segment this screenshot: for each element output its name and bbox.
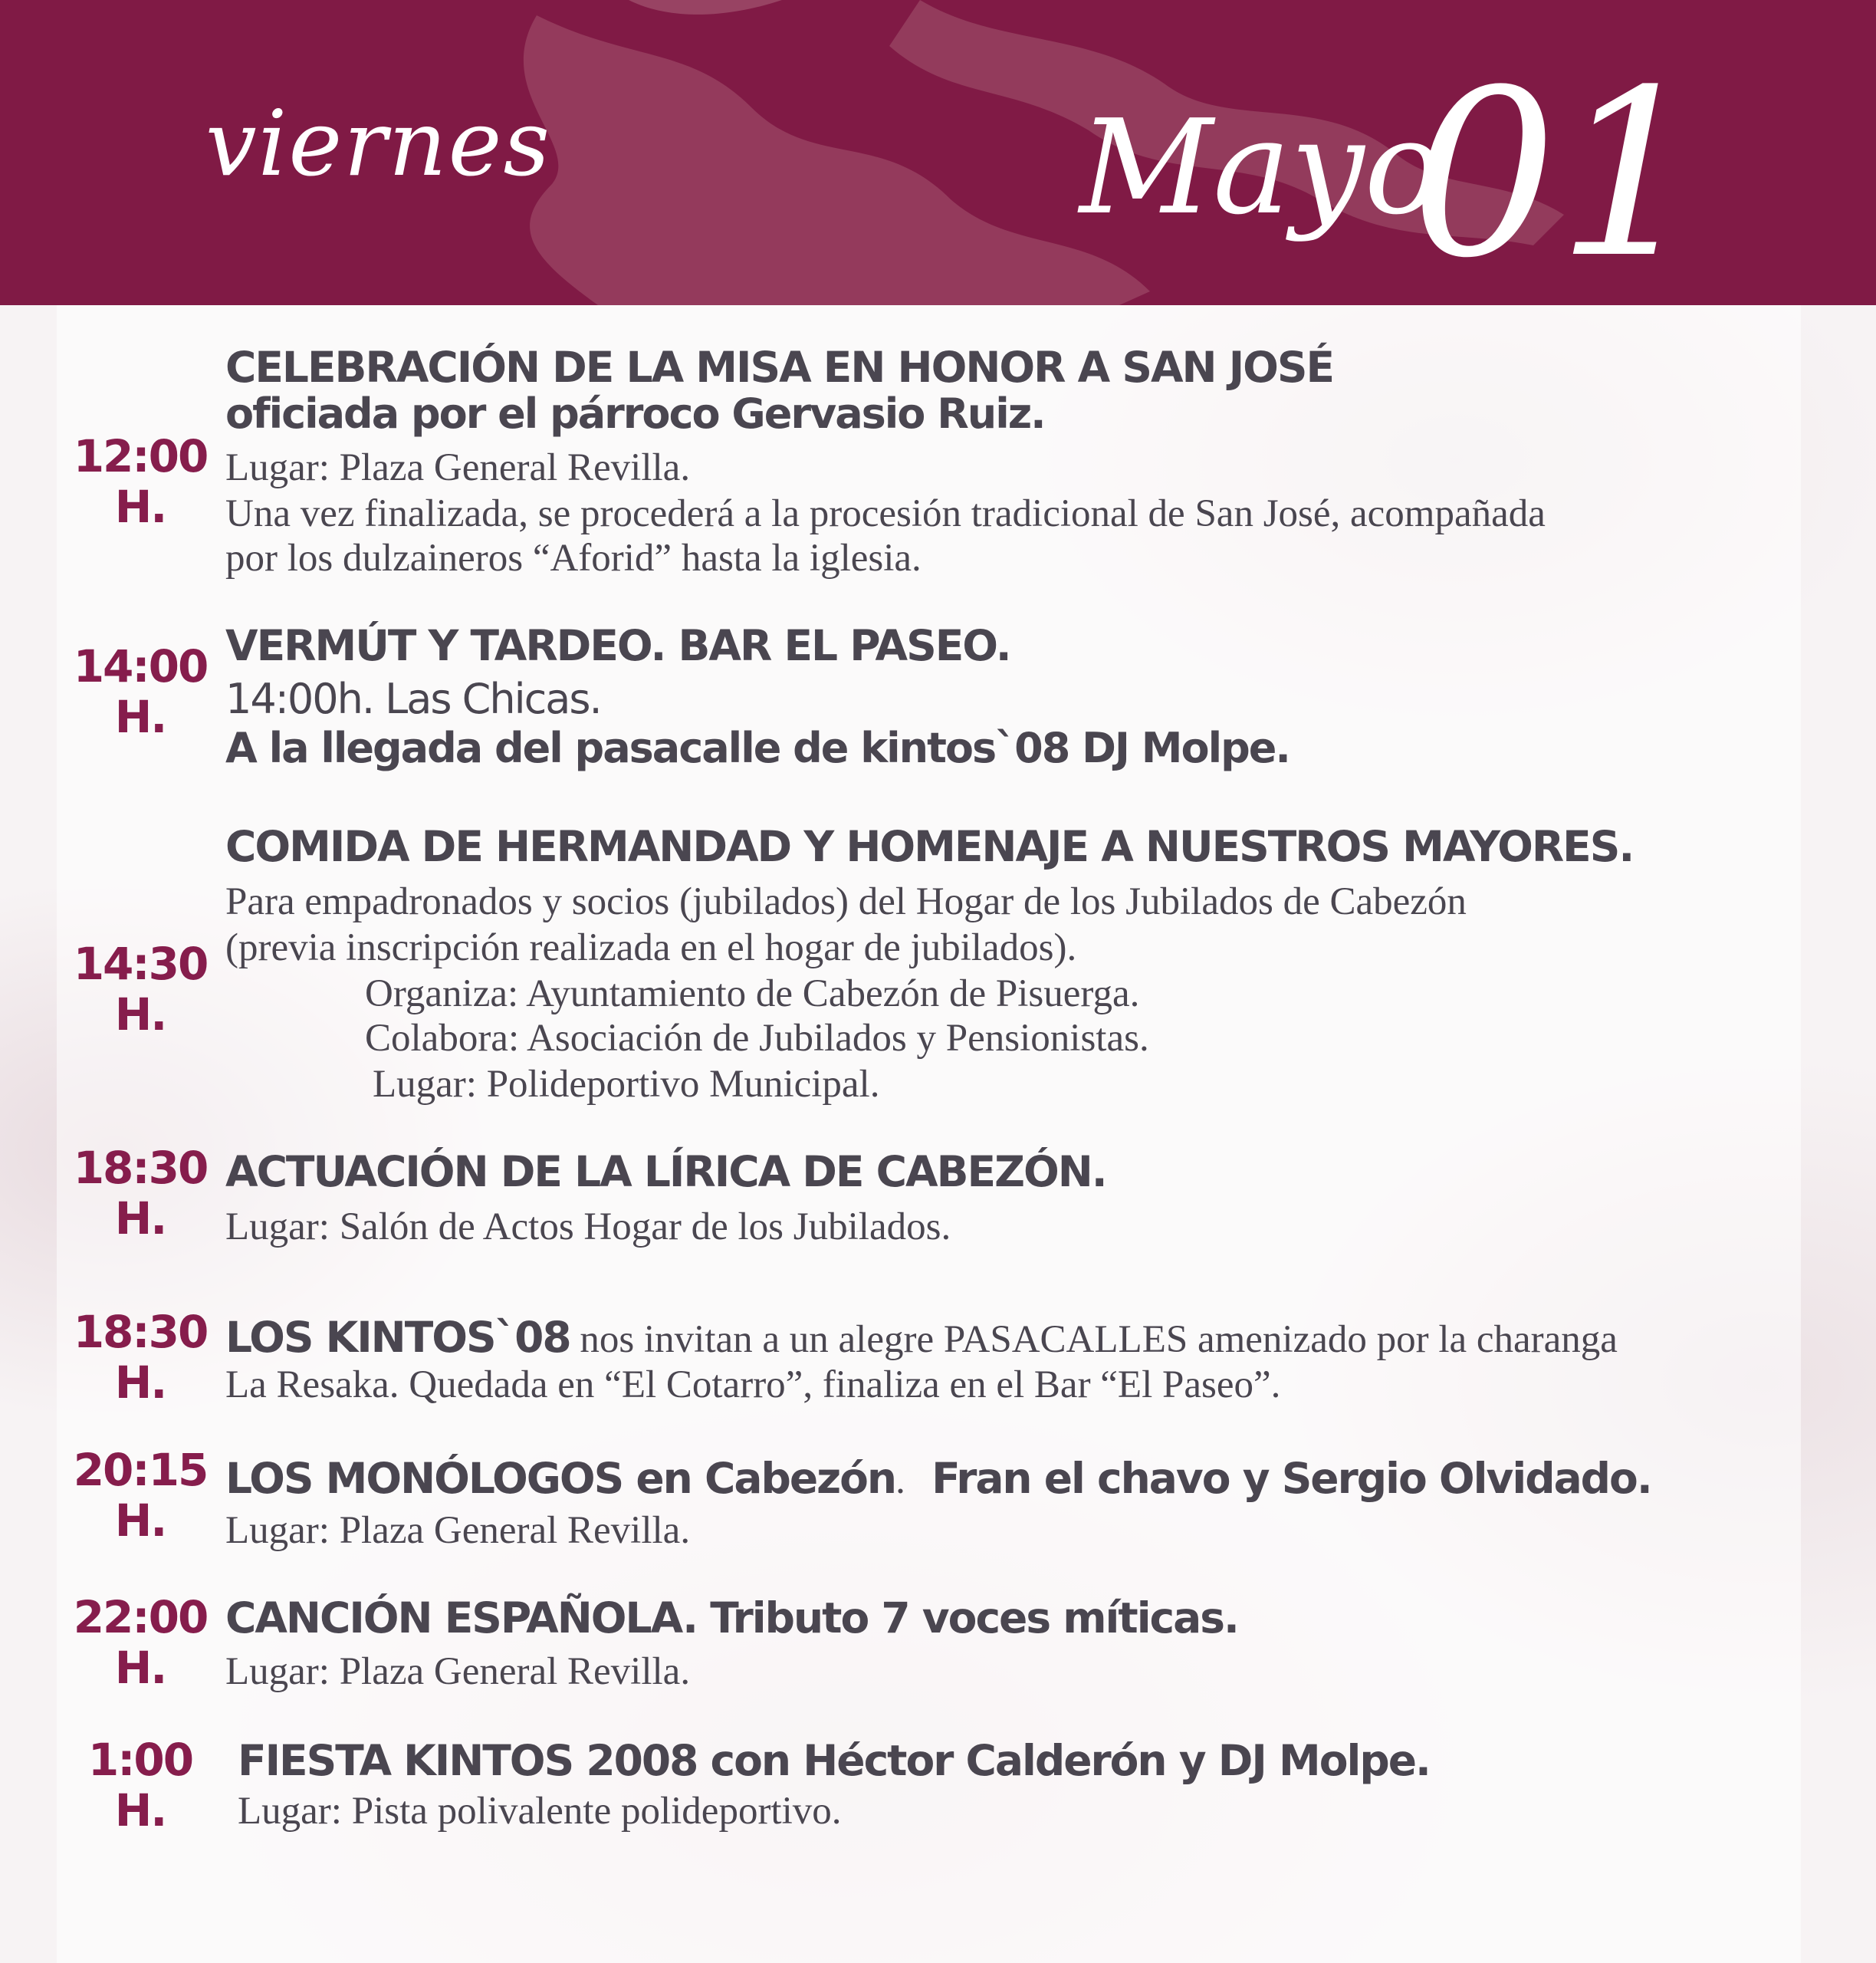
time-value: 14:30 <box>73 938 208 990</box>
event-time <box>52 1307 228 1408</box>
event-detail: Organiza: Ayuntamiento de Cabezón de Pisuerga. <box>365 972 1140 1015</box>
event-time <box>52 1592 228 1693</box>
event-detail: (previa inscripción realizada en el hogar de jubilados). <box>225 926 1077 969</box>
time-value: 18:30 <box>73 1142 208 1194</box>
month-name: Mayo <box>1079 92 1443 244</box>
event-detail: 14:00h. Las Chicas. <box>225 675 601 723</box>
time-suffix: H. <box>114 988 166 1041</box>
time-value: 22:00 <box>73 1591 208 1643</box>
event-detail: Lugar: Salón de Actos Hogar de los Jubilados. <box>225 1205 951 1248</box>
event-title <box>225 1454 1651 1503</box>
time-suffix: H. <box>114 1192 166 1245</box>
event-title-continuation: nos invitan a un alegre PASACALLES amenizado por la charanga <box>570 1318 1618 1361</box>
time-value: 1:00 <box>87 1734 193 1786</box>
event-time <box>52 1143 228 1244</box>
time-value: 18:30 <box>73 1306 208 1358</box>
event-title: VERMÚT Y TARDEO. BAR EL PASEO. <box>225 621 1010 670</box>
event-detail: Lugar: Plaza General Revilla. <box>225 1650 691 1693</box>
event-detail: Lugar: Plaza General Revilla. <box>225 1509 691 1552</box>
event-performers: Fran el chavo y Sergio Olvidado. <box>931 1454 1651 1503</box>
event-title-bold: LOS MONÓLOGOS en Cabezón <box>225 1454 896 1503</box>
event-title <box>225 1313 1618 1362</box>
event-title: FIESTA KINTOS 2008 con Héctor Calderón y DJ Molpe. <box>238 1736 1430 1785</box>
event-detail: La Resaka. Quedada en “El Cotarro”, finaliza en el Bar “El Paseo”. <box>225 1363 1281 1406</box>
event-detail: A la llegada del pasacalle de kintos`08 DJ Molpe. <box>225 724 1290 772</box>
time-suffix: H. <box>114 1784 166 1836</box>
event-title-bold: LOS KINTOS`08 <box>225 1313 570 1362</box>
event-time <box>52 1734 228 1836</box>
event-detail: Para empadronados y socios (jubilados) del Hogar de los Jubilados de Cabezón <box>225 880 1467 923</box>
event-detail: por los dulzaineros “Aforid” hasta la iglesia. <box>225 537 922 580</box>
date-header <box>0 0 1876 305</box>
event-time <box>52 641 228 742</box>
event-subtitle: oficiada por el párroco Gervasio Ruiz. <box>225 390 1045 438</box>
event-time <box>52 939 228 1040</box>
event-title-continuation: . <box>895 1459 905 1502</box>
time-suffix: H. <box>114 1356 166 1409</box>
event-detail: Lugar: Polideportivo Municipal. <box>373 1063 880 1106</box>
event-title: CELEBRACIÓN DE LA MISA EN HONOR A SAN JOSÉ <box>225 343 1334 392</box>
time-value: 20:15 <box>73 1444 208 1496</box>
event-time <box>52 431 228 532</box>
day-number: 01 <box>1411 41 1704 305</box>
time-suffix: H. <box>114 481 166 533</box>
event-detail: Lugar: Plaza General Revilla. <box>225 446 691 489</box>
event-time <box>52 1445 228 1546</box>
event-title: COMIDA DE HERMANDAD Y HOMENAJE A NUESTROS MAYORES. <box>225 822 1634 871</box>
event-detail: Colabora: Asociación de Jubilados y Pensionistas. <box>365 1017 1149 1060</box>
event-detail: Lugar: Pista polivalente polideportivo. <box>238 1790 842 1833</box>
day-of-week: viernes <box>205 90 552 196</box>
time-suffix: H. <box>114 1494 166 1547</box>
event-title: ACTUACIÓN DE LA LÍRICA DE CABEZÓN. <box>225 1147 1106 1196</box>
time-suffix: H. <box>114 1642 166 1694</box>
time-value: 12:00 <box>73 430 208 482</box>
event-detail: Una vez finalizada, se procederá a la procesión tradicional de San José, acompañada <box>225 492 1546 535</box>
time-value: 14:00 <box>73 640 208 692</box>
time-suffix: H. <box>114 691 166 743</box>
event-title: CANCIÓN ESPAÑOLA. Tributo 7 voces míticas. <box>225 1593 1238 1642</box>
